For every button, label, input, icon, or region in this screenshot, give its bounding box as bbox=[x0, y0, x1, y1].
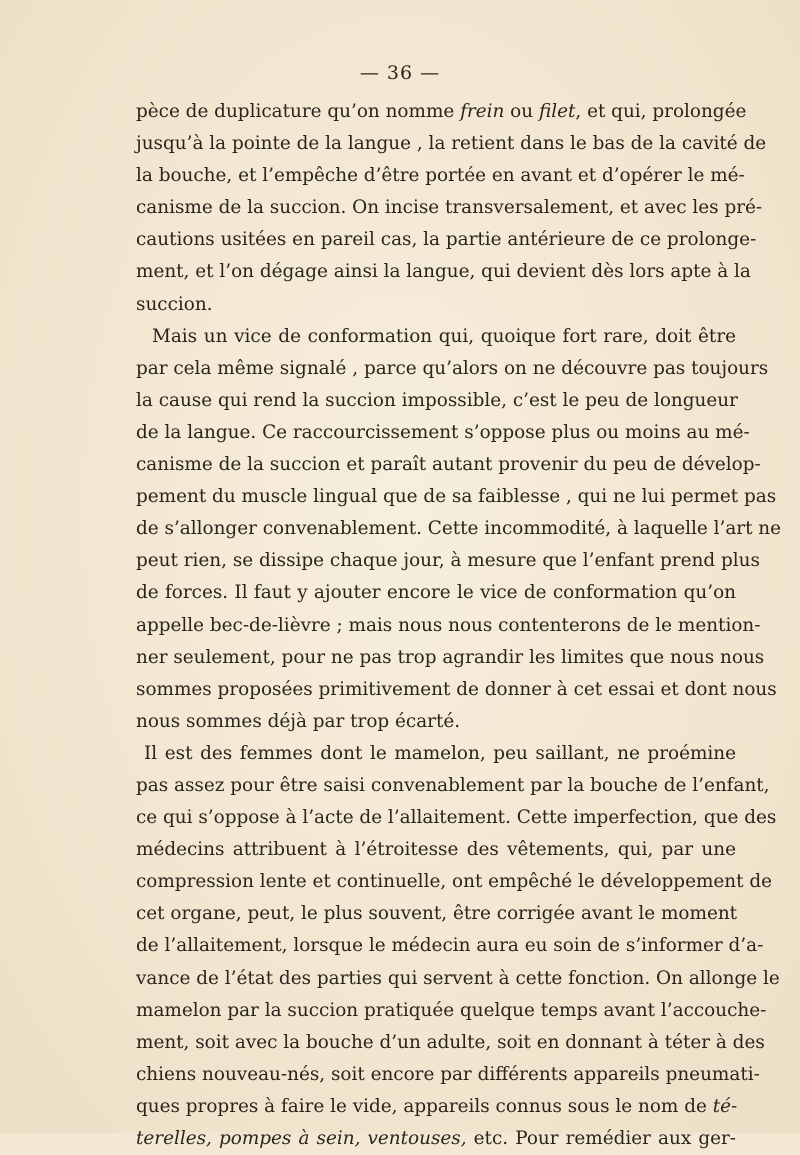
text-span: sommes proposées primitivement de donner à cet essai et dont nous bbox=[136, 678, 777, 700]
text-span: de forces. Il faut y ajouter encore le vice de conformation qu’on bbox=[136, 582, 736, 604]
text-span: , et qui, prolongée bbox=[575, 101, 747, 122]
text-span: succion. bbox=[136, 293, 213, 315]
text-span: vance de l’état des parties qui servent à cette fonction. On allonge le bbox=[136, 967, 780, 989]
italic-text: filet bbox=[538, 101, 576, 122]
page-number: — 36 — bbox=[359, 62, 441, 84]
text-line bbox=[136, 802, 777, 834]
text-line bbox=[136, 866, 773, 898]
text-span: par cela même signalé , parce qu’alors on ne découvre pas toujours bbox=[136, 357, 769, 379]
text-span: pas assez pour être saisi convenablement par la bouche de l’enfant, bbox=[136, 774, 770, 796]
text-line bbox=[136, 256, 751, 288]
body-text bbox=[136, 96, 782, 1155]
text-span: canisme de la succion et paraît autant provenir du peu de dévelop- bbox=[136, 454, 761, 476]
text-line bbox=[136, 160, 745, 192]
text-line bbox=[136, 577, 736, 609]
italic-text: terelles, pompes à sein, ventouses, bbox=[136, 1128, 467, 1149]
text-line bbox=[136, 224, 757, 256]
text-line bbox=[136, 1091, 736, 1123]
text-span: médecins attribuent à l’étroitesse des vêtements, qui, par une bbox=[136, 839, 736, 861]
text-line bbox=[136, 995, 767, 1027]
text-line bbox=[136, 545, 760, 577]
text-span: nous sommes déjà par trop écarté. bbox=[136, 710, 461, 732]
text-line bbox=[136, 770, 770, 802]
text-line bbox=[136, 706, 736, 738]
text-line bbox=[136, 1027, 765, 1059]
text-line bbox=[136, 321, 736, 353]
text-line bbox=[136, 1123, 736, 1155]
text-span: ques propres à faire le vide, appareils connus sous le nom de bbox=[136, 1095, 713, 1117]
text-line bbox=[136, 674, 777, 706]
text-span: Mais un vice de conformation qui, quoique fort rare, doit être bbox=[152, 325, 736, 347]
text-line bbox=[136, 1059, 760, 1091]
text-span: pement du muscle lingual que de sa faiblesse , qui ne lui permet pas bbox=[136, 486, 777, 508]
text-line bbox=[136, 930, 764, 962]
text-span: mamelon par la succion pratiquée quelque temps avant l’accouche- bbox=[136, 999, 767, 1021]
text-span: ce qui s’oppose à l’acte de l’allaitement. Cette imperfection, que des bbox=[136, 807, 777, 829]
text-span: pèce de duplicature qu’on nomme bbox=[136, 101, 461, 122]
text-line bbox=[136, 738, 736, 770]
text-span: la bouche, et l’empêche d’être portée en avant et d’opérer le mé- bbox=[136, 165, 745, 187]
text-line bbox=[136, 96, 747, 128]
text-line bbox=[136, 610, 761, 642]
text-line bbox=[136, 481, 777, 513]
italic-text: té- bbox=[712, 1095, 738, 1117]
text-span: peut rien, se dissipe chaque jour, à mesure que l’enfant prend plus bbox=[136, 550, 760, 572]
text-span: canisme de la succion. On incise transversalement, et avec les pré- bbox=[136, 197, 763, 219]
text-span: ment, et l’on dégage ainsi la langue, qui devient dès lors apte à la bbox=[136, 261, 751, 283]
text-span: cet organe, peut, le plus souvent, être corrigée avant le moment bbox=[136, 903, 738, 925]
text-span: etc. Pour remédier aux ger- bbox=[466, 1128, 736, 1149]
text-line bbox=[136, 353, 769, 385]
italic-text: frein bbox=[460, 101, 505, 122]
text-span: appelle bec-de-lièvre ; mais nous nous contenterons de le mention- bbox=[136, 614, 761, 636]
text-span: de l’allaitement, lorsque le médecin aura eu soin de s’informer d’a- bbox=[136, 935, 764, 957]
text-span: de s’allonger convenablement. Cette incommodité, à laquelle l’art ne bbox=[136, 518, 782, 540]
text-span: ner seulement, pour ne pas trop agrandir les limites que nous nous bbox=[136, 646, 765, 668]
text-span: la cause qui rend la succion impossible, c’est le peu de longueur bbox=[136, 389, 738, 411]
text-span: chiens nouveau-nés, soit encore par différents appareils pneumati- bbox=[136, 1063, 760, 1085]
text-line bbox=[136, 192, 763, 224]
text-line bbox=[136, 385, 736, 417]
text-span: ment, soit avec la bouche d’un adulte, soit en donnant à téter à des bbox=[136, 1031, 765, 1053]
text-line bbox=[136, 289, 736, 321]
text-span: de la langue. Ce raccourcissement s’oppose plus ou moins au mé- bbox=[136, 421, 750, 443]
text-span: cautions usitées en pareil cas, la partie antérieure de ce prolonge- bbox=[136, 229, 757, 251]
text-line bbox=[136, 449, 761, 481]
text-span: compression lente et continuelle, ont empêché le développement de bbox=[136, 871, 773, 893]
text-line bbox=[136, 963, 780, 995]
text-line bbox=[136, 834, 736, 866]
text-line bbox=[136, 898, 736, 930]
text-span: ou bbox=[504, 101, 539, 122]
text-line bbox=[136, 128, 767, 160]
text-line bbox=[136, 642, 765, 674]
text-span: Il est des femmes dont le mamelon, peu saillant, ne proémine bbox=[144, 742, 736, 764]
text-line bbox=[136, 417, 750, 449]
text-span: jusqu’à la pointe de la langue , la retient dans le bas de la cavité de bbox=[136, 133, 767, 155]
text-line bbox=[136, 513, 782, 545]
